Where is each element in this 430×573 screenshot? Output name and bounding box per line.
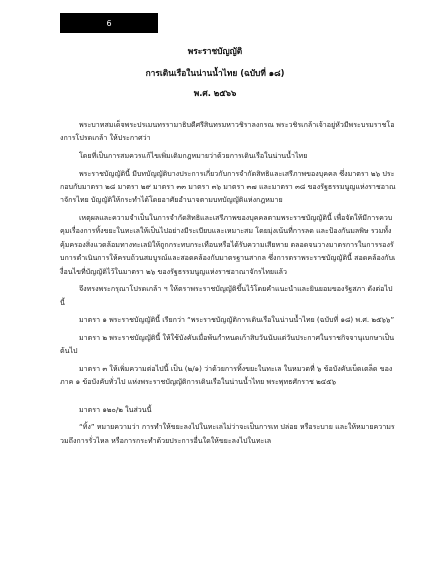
paragraph-rationale: โดยที่เป็นการสมควรแก้ไขเพิ่มเติมกฎหมายว่าด้วยการเดินเรือในน่านน้ำไทย [79,151,308,160]
document-body [60,118,396,451]
paragraph-enactment: จึงทรงพระกรุณาโปรดเกล้า ฯ ให้ตราพระราชบัญญัติขึ้นไว้โดยคำแนะนำและยินยอมของรัฐสภา ดังต่อไปนี้ [60,284,393,307]
paragraph-necessity: เหตุผลและความจำเป็นในการจำกัดสิทธิและเสรีภาพของบุคคลตามพระราชบัญญัตินี้ เพื่อจัดให้มีการควบคุมเรื่องการทิ้งขยะในทะเลให้เป็นไปอย่างมีระเบียบและเหมาะสม โดยมุ่งเน้นที่การลด และป้องกันมลพิษ รวมทั้งคุ้มครองสิ่งแวดล้อมทางทะเลมิให้ถูกกระทบกระเทือนหรือได้รับความเสียหาย ตลอดจนวางมาตรการในการรองรับการดำเนินการให้ครบถ้วนสมบูรณ์และสอดคล้องกับมาตรฐานสากล ซึ่งการตราพระราชบัญญัตินี้ สอดคล้องกับเงื่อนไขที่บัญญัติไว้ในมาตรา ๒๖ ของรัฐธรรมนูญแห่งราชอาณาจักรไทยแล้ว [60,213,396,276]
paragraph-royal-command: พระบาทสมเด็จพระปรเมนทรรามาธิบดีศรีสินทรมหาวชิราลงกรณ พระวชิรเกล้าเจ้าอยู่หัวมีพระบรมราชโองการโปรดเกล้า ให้ประกาศว่า [60,120,395,143]
page-number: 6 [60,13,158,33]
paragraph-section-2: มาตรา ๒ พระราชบัญญัตินี้ ให้ใช้บังคับเมื่อพ้นกำหนดเก้าสิบวันนับแต่วันประกาศในราชกิจจานุเบกษาเป็นต้นไป [60,332,395,356]
act-year: พ.ศ. ๒๕๖๖ [193,88,237,98]
act-title: พระราชบัญญัติ [187,46,243,56]
act-subtitle: การเดินเรือในน่านน้ำไทย (ฉบับที่ ๑๘) [145,68,285,78]
paragraph-definition-dumping: “ทิ้ง” หมายความว่า การทำให้ขยะลงไปในทะเลไม่ว่าจะเป็นการเท ปล่อย หรือระบาย และให้หมายความรวมถึงการรั่วไหล หรือการกระทำด้วยประการอื่นใดให้ขยะลงไปในทะเล [60,422,395,445]
paragraph-section-120-2: มาตรา ๑๒๐/๒ ในส่วนนี้ [79,404,152,414]
paragraph-section-3: มาตรา ๓ ให้เพิ่มความต่อไปนี้ เป็น (๒/๑) ว่าด้วยการทิ้งขยะในทะเล ในหมวดที่ ๖ ข้อบังคับเบ็ดเตล็ด ของภาค ๑ ข้อบังคับทั่วไป แห่งพระราชบัญญัติการเดินเรือในน่านน้ำไทย พระพุทธศักราช ๒๔๕๖ [60,363,393,387]
paragraph-rights-limitation: พระราชบัญญัตินี้ มีบทบัญญัติบางประการเกี่ยวกับการจำกัดสิทธิและเสรีภาพของบุคคล ซึ่งมาตรา ๒๖ ประกอบกับมาตรา ๒๘ มาตรา ๒๙ มาตรา ๓๓ มาตรา ๓๖ มาตรา ๓๗ และมาตรา ๓๘ ของรัฐธรรมนูญแห่งราชอาณาจักรไทย บัญญัติให้กระทำได้โดยอาศัยอำนาจตามบทบัญญัติแห่งกฎหมาย [60,168,396,205]
paragraph-section-1: มาตรา ๑ พระราชบัญญัตินี้ เรียกว่า “พระราชบัญญัติการเดินเรือในน่านน้ำไทย (ฉบับที่ ๑๘) พ.ศ. ๒๕๖๖” [79,315,395,325]
